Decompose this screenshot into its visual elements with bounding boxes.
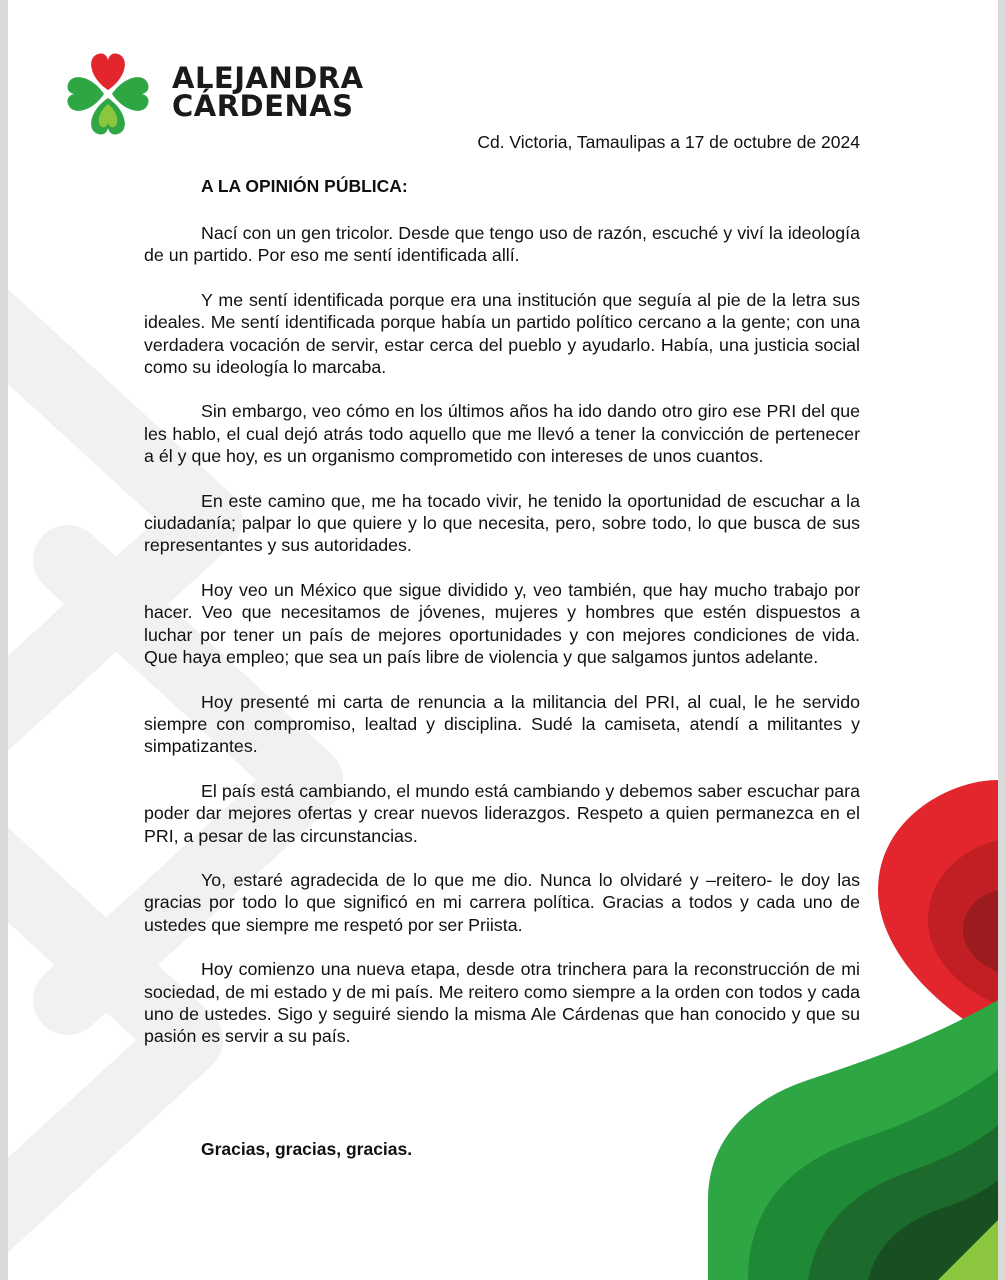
closing-line: Gracias, gracias, gracias. xyxy=(201,1139,413,1159)
paragraph: Sin embargo, veo cómo en los últimos años ha ido dando otro giro ese PRI del que les hablo, el cual dejó atrás todo aquello que me llevó a tener la convicción de pertenecer a él y que hoy, es un organismo comprometido con intereses de unos cuantos. xyxy=(144,401,860,467)
heart-clover-logo-icon xyxy=(60,50,156,140)
brand-first-name: ALEJANDRA xyxy=(172,61,364,95)
paragraph: Hoy comienzo una nueva etapa, desde otra trinchera para la reconstrucción de mi sociedad, de mi estado y de mi país. Me reitero como siempre a la orden con todos y cada uno de ustedes. Sigo y seguiré siendo la misma Ale Cárdenas que han conocido y que su pasión es servir a su país. xyxy=(144,959,860,1047)
paragraph: Hoy veo un México que sigue dividido y, veo también, que hay mucho trabajo por hacer. Veo que necesitamos de jóvenes, mujeres y hombres que estén dispuestos a luchar por tener un país de mejores oportunidades y con mejores condiciones de vida. Que haya empleo; que sea un país libre de violencia y que salgamos juntos adelante. xyxy=(144,579,860,668)
brand-last-name: CÁRDENAS xyxy=(172,89,354,123)
paragraph: Y me sentí identificada porque era una institución que seguía al pie de la letra sus ideales. Me sentí identificada porque había un partido político cercano a la gente; con una verdadera vocación de servir, estar cerca del pueblo y ayudarlo. Había, una justicia social como su ideología lo marcaba. xyxy=(144,289,860,378)
paragraph: El país está cambiando, el mundo está cambiando y debemos saber escuchar para poder dar mejores ofertas y crear nuevos liderazgos. Respeto a quien permanezca en el PRI, a pesar de las circunstancias. xyxy=(144,780,860,846)
letter-page xyxy=(8,0,998,1280)
paragraph: Yo, estaré agradecida de lo que me dio. Nunca lo olvidaré y –reitero- le doy las gracias por todo lo que significó en mi carrera política. Gracias a todos y cada uno de ustedes que siempre me respetó por ser Priista. xyxy=(144,869,860,935)
brand-name xyxy=(172,61,364,123)
paragraph: Nací con un gen tricolor. Desde que tengo uso de razón, escuché y viví la ideología de un partido. Por eso me sentí identificada allí. xyxy=(144,223,860,266)
letter-body xyxy=(144,222,860,1070)
paragraph: En este camino que, me ha tocado vivir, he tenido la oportunidad de escuchar a la ciudadanía; palpar lo que quiere y lo que necesita, pero, sobre todo, lo que busca de sus representantes y sus autoridades. xyxy=(144,490,860,556)
salutation: A LA OPINIÓN PÚBLICA: xyxy=(201,176,408,196)
paragraph: Hoy presenté mi carta de renuncia a la militancia del PRI, al cual, le he servido siempre con compromiso, lealtad y disciplina. Sudé la camiseta, atendí a militantes y simpatizantes. xyxy=(144,691,860,757)
dateline: Cd. Victoria, Tamaulipas a 17 de octubre de 2024 xyxy=(477,132,860,152)
